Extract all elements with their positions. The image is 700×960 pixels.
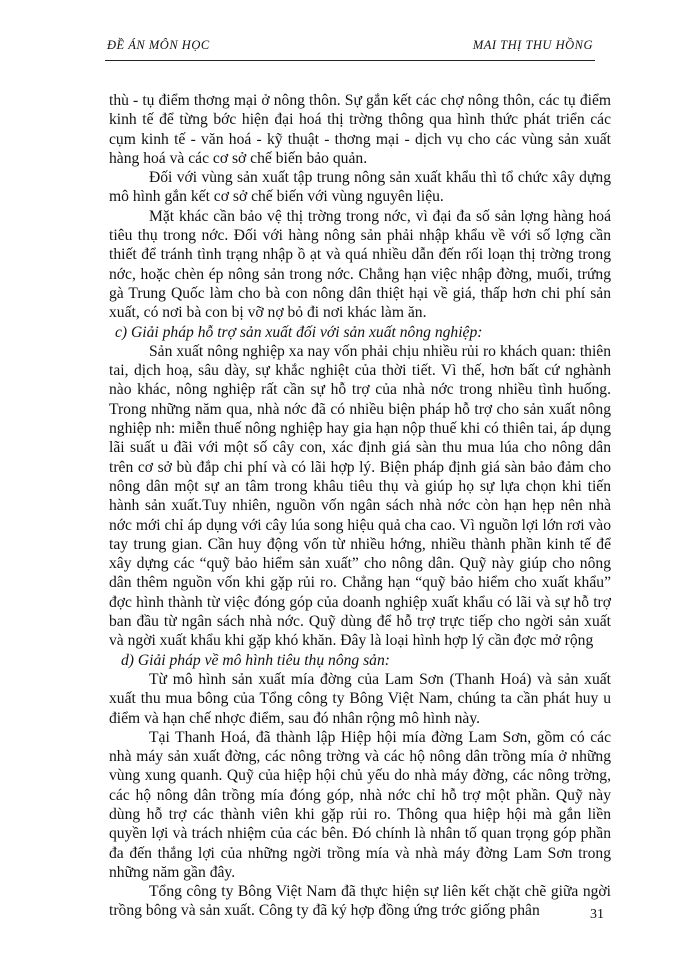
paragraph-consumption-model: Từ mô hình sản xuất mía đờng của Lam Sơn (Thanh Hoá) và sản xuất xuất thu mua bông của Tổng công ty Bông Việt Nam, chúng ta cần phát huy u điểm và hạn chế nhợc điểm, sau đó nhân rộng mô hình này. (109, 670, 611, 727)
paragraph-lam-son-association: Tại Thanh Hoá, đã thành lập Hiệp hội mía đờng Lam Sơn, gồm có các nhà máy sản xuất đờng, các nông trờng và các hộ nông dân trồng mía ở những vùng xung quanh. Quỹ của hiệp hội chủ yếu do nhà máy đờng, các nông trờng, các hộ nông dân trồng mía đóng góp, nhà nớc chỉ hỗ trợ một phần. Quỹ này dùng hỗ trợ các thành viên khi gặp rủi ro. Thông qua hiệp hội mà gắn liền quyền lợi và trách nhiệm của các bên. Đó chính là nhân tố quan trọng góp phần đa đến thắng lợi của những ngời trồng mía và nhà máy đờng Lam Sơn trong những năm gần đây. (109, 728, 611, 881)
paragraph-domestic-market: Mặt khác cần bảo vệ thị trờng trong nớc, vì đại đa số sản lợng hàng hoá tiêu thụ trong nớc. Đối với hàng nông sản phải nhập khẩu về với số lợng cần thiết để tránh tình trạng nhập ồ ạt và quá nhiều dẫn đến rối loạn thị trờng trong nớc, hoặc chèn ép nông sản trong nớc. Chẳng hạn việc nhập đờng, muối, trứng gà Trung Quốc làm cho bà con nông dân thiệt hại về giá, thấp hơn chi phí sản xuất, có nơi bà con bị vỡ nợ bỏ đi nơi khác làm ăn. (109, 207, 611, 322)
header-author-name: MAI THỊ THU HỒNG (472, 38, 593, 52)
paragraph-cotton-corporation: Tổng công ty Bông Việt Nam đã thực hiện sự liên kết chặt chẽ giữa ngời trồng bông và sản xuất. Công ty đã ký hợp đồng ứng trớc giống phân (109, 883, 611, 920)
page-number: 31 (590, 907, 604, 922)
body-text (109, 91, 611, 921)
paragraph-market-links: thù - tụ điểm thơng mại ở nông thôn. Sự gắn kết các chợ nông thôn, các tụ điểm kinh tế để từng bớc hiện đại hoá thị trờng thông qua hình thức phát triển các cụm kinh tế - văn hoá - kỹ thuật - thơng mại - dịch vụ cho các vùng sản xuất hàng hoá và các cơ sở chế biến bảo quản. (109, 92, 611, 167)
header-course-title: ĐỀ ÁN MÔN HỌC (107, 38, 210, 52)
section-heading-c: c) Giải pháp hỗ trợ sản xuất đối với sản xuất nông nghiệp: (115, 323, 483, 341)
section-heading-d: d) Giải pháp về mô hình tiêu thụ nông sản: (121, 651, 390, 669)
running-header (105, 38, 595, 61)
paragraph-production-support: Sản xuất nông nghiệp xa nay vốn phải chịu nhiều rủi ro khách quan: thiên tai, dịch hoạ, sâu dày, sự khắc nghiệt của thời tiết. Vì thế, hơn bất cứ nghành nào khác, nông nghiệp rất cần sự hỗ trợ của nhà nớc trong nhiều tình huống. Trong những năm qua, nhà nớc đã có nhiều biện pháp hỗ trợ cho sản xuất nông nghiệp nh: miễn thuế nông nghiệp hay gia hạn nộp thuế khi có thiên tai, áp dụng lãi suất u đãi với một số cây con, xác định giá sàn thu mua lúa cho nông dân trên cơ sở bù đắp chi phí và có lãi hợp lý. Biện pháp định giá sàn bảo đảm cho nông dân một sự an tâm trong khâu tiêu thụ và giúp họ sự lựa chọn khi tiến hành sản xuất.Tuy nhiên, nguồn vốn ngân sách nhà nớc còn hạn hẹp nên nhà nớc mới chỉ áp dụng với cây lúa song hiệu quả cha cao. Vì nguồn lợi lớn rơi vào tay trung gian. Cần huy động vốn từ nhiều hớng, nhiều thành phần kinh tế để xây dựng các “quỹ bảo hiểm sản xuất” cho nông dân. Quỹ này giúp cho nông dân thêm nguồn vốn khi gặp rủi ro. Chẳng hạn “quỹ bảo hiểm cho xuất khẩu” đợc hình thành từ việc đóng góp của doanh nghiệp xuất khẩu có lãi và sự hỗ trợ ban đầu từ ngân sách nhà nớc. Quỹ dùng để hỗ trợ trực tiếp cho ngời sản xuất và ngời xuất khẩu khi gặp khó khăn. Đây là loại hình hợp lý cần đợc mở rộng (109, 342, 611, 650)
paragraph-export-zone: Đối với vùng sản xuất tập trung nông sản xuất khẩu thì tổ chức xây dựng mô hình gắn kết cơ sở chế biến với vùng nguyên liệu. (109, 169, 611, 206)
